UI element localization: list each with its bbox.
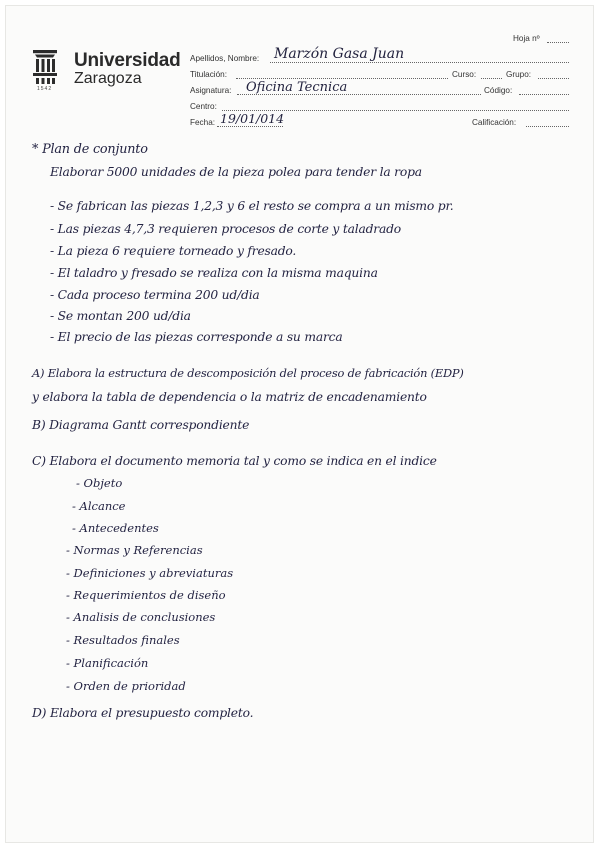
fecha-label: Fecha: xyxy=(190,118,216,127)
exam-sheet xyxy=(6,6,593,842)
titulacion-label: Titulación: xyxy=(190,70,228,79)
codigo-label: Código: xyxy=(484,86,513,95)
fecha-line xyxy=(217,126,283,127)
apellidos-nombre-line xyxy=(270,62,569,63)
condition-line: - Se montan 200 ud/dia xyxy=(50,309,191,323)
fecha-value: 19/01/014 xyxy=(220,111,285,126)
grupo-line xyxy=(538,78,569,79)
condition-line: - Cada proceso termina 200 ud/dia xyxy=(50,288,260,302)
index-item: - Alcance xyxy=(72,499,126,513)
grupo-label: Grupo: xyxy=(506,70,532,79)
task-b-line: B) Diagrama Gantt correspondiente xyxy=(32,418,250,432)
curso-label: Curso: xyxy=(452,70,477,79)
index-item: - Requerimientos de diseño xyxy=(66,588,226,602)
index-item: - Normas y Referencias xyxy=(66,543,203,557)
plan-heading: * Plan de conjunto xyxy=(32,142,148,157)
university-name: Universidad xyxy=(74,50,181,71)
index-item: - Objeto xyxy=(76,476,123,490)
condition-line: - Se fabrican las piezas 1,2,3 y 6 el resto se compra a un mismo pr. xyxy=(50,199,454,213)
task-a-continuation: y elabora la tabla de dependencia o la matriz de encadenamiento xyxy=(32,390,427,404)
university-founded-year: 1542 xyxy=(37,86,53,92)
index-item: - Definiciones y abreviaturas xyxy=(66,566,234,580)
university-logo xyxy=(32,50,192,100)
index-item: - Planificación xyxy=(66,656,149,670)
university-city: Zaragoza xyxy=(74,70,142,87)
condition-line: - La pieza 6 requiere torneado y fresado. xyxy=(50,244,297,258)
titulacion-line xyxy=(236,78,448,79)
index-item: - Orden de prioridad xyxy=(66,679,186,693)
apellidos-nombre-label: Apellidos, Nombre: xyxy=(190,54,260,63)
curso-line xyxy=(481,78,502,79)
hoja-label: Hoja nº xyxy=(513,34,540,43)
index-item: - Analisis de conclusiones xyxy=(66,610,216,624)
hoja-line xyxy=(547,42,569,43)
task-d-line: D) Elabora el presupuesto completo. xyxy=(32,706,254,720)
task-c-line: C) Elabora el documento memoria tal y como se indica en el indice xyxy=(32,454,437,468)
asignatura-label: Asignatura: xyxy=(190,86,232,95)
index-item: - Antecedentes xyxy=(72,521,159,535)
calificacion-label: Calificación: xyxy=(472,118,517,127)
condition-line: - El taladro y fresado se realiza con la misma maquina xyxy=(50,266,378,280)
apellidos-nombre-value: Marzón Gasa Juan xyxy=(274,46,405,62)
condition-line: - El precio de las piezas corresponde a su marca xyxy=(50,330,343,344)
condition-line: - Las piezas 4,7,3 requieren procesos de corte y taladrado xyxy=(50,222,401,236)
calificacion-line xyxy=(526,126,569,127)
index-item: - Resultados finales xyxy=(66,633,180,647)
statement-line: Elaborar 5000 unidades de la pieza polea para tender la ropa xyxy=(50,165,422,179)
centro-label: Centro: xyxy=(190,102,217,111)
task-a-line: A) Elabora la estructura de descomposición del proceso de fabricación (EDP) xyxy=(32,366,464,380)
codigo-line xyxy=(519,94,569,95)
asignatura-value: Oficina Tecnica xyxy=(246,80,348,95)
